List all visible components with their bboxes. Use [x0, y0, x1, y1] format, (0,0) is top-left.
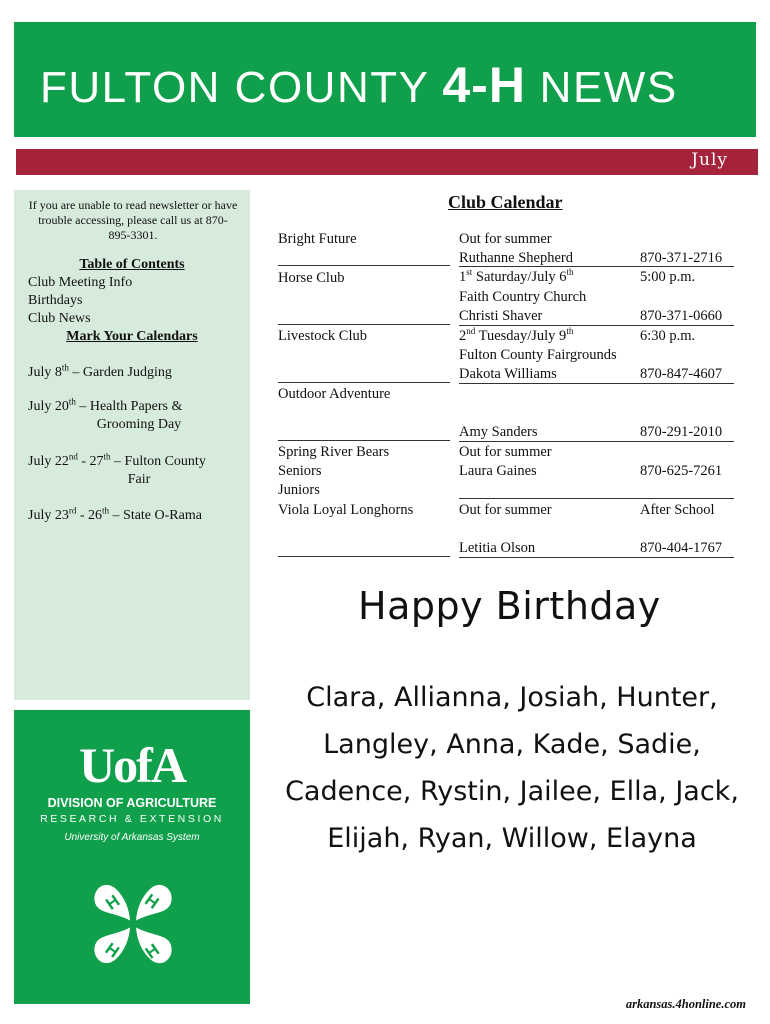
- birthday-names-line: Elijah, Ryan, Willow, Elayna: [327, 823, 697, 854]
- contact-phone: 870-625-7261: [640, 463, 723, 479]
- divider: [459, 557, 734, 558]
- meeting-date: 1st Saturday/July 6th: [459, 267, 574, 285]
- toc-item[interactable]: Club News: [28, 311, 91, 326]
- month-bar: [16, 149, 758, 175]
- divider: [459, 441, 734, 442]
- issue-month: July: [691, 150, 728, 170]
- contact-name: Ruthanne Shepherd: [459, 250, 573, 266]
- svg-text:H: H: [141, 890, 163, 913]
- masthead-banner: [14, 22, 756, 137]
- divider: [459, 383, 734, 384]
- university-system-label: University of Arkansas System: [64, 832, 200, 843]
- birthday-names: [272, 674, 752, 862]
- event-health-papers: July 20th – Health Papers & Grooming Day: [28, 396, 183, 432]
- contact-name: Letitia Olson: [459, 540, 536, 556]
- club-name: Bright Future: [278, 231, 357, 247]
- club-name: Juniors: [278, 482, 320, 498]
- svg-text:H: H: [102, 891, 124, 914]
- contact-phone: 870-371-2716: [640, 250, 723, 266]
- club-name: Outdoor Adventure: [278, 386, 391, 402]
- svg-text:H: H: [141, 940, 163, 963]
- birthday-heading: Happy Birthday: [358, 584, 661, 628]
- club-name: Seniors: [278, 463, 322, 479]
- toc-item[interactable]: Birthdays: [28, 293, 83, 308]
- research-extension-label: RESEARCH & EXTENSION: [40, 813, 224, 825]
- divider: [278, 324, 450, 325]
- four-h-clover-icon: [78, 865, 188, 985]
- meeting-time: After School: [640, 502, 715, 518]
- divider: [278, 556, 450, 557]
- contact-phone: 870-404-1767: [640, 540, 723, 556]
- meeting-place: Fulton County Fairgrounds: [459, 347, 617, 363]
- club-name: Livestock Club: [278, 328, 368, 344]
- newsletter-title: FULTON COUNTY 4-H NEWS: [40, 57, 678, 113]
- meeting-status: Out for summer: [459, 231, 552, 247]
- meeting-time: 6:30 p.m.: [640, 328, 696, 344]
- club-name: Viola Loyal Longhorns: [278, 502, 414, 518]
- meeting-time: 5:00 p.m.: [640, 269, 696, 285]
- club-name: Spring River Bears: [278, 444, 390, 460]
- birthday-names-line: Langley, Anna, Kade, Sadie,: [323, 729, 701, 760]
- divider: [278, 382, 450, 383]
- divider: [278, 440, 450, 441]
- meeting-status: Out for summer: [459, 444, 552, 460]
- event-state-o-rama: July 23rd - 26th – State O-Rama: [28, 505, 202, 523]
- divider: [459, 266, 734, 267]
- birthday-names-line: Clara, Allianna, Josiah, Hunter,: [306, 682, 718, 713]
- toc-heading: Table of Contents: [79, 257, 185, 272]
- meeting-status: Out for summer: [459, 502, 552, 518]
- accessibility-note: If you are unable to read newsletter or have trouble accessing, please call us at 870-895-3301.: [28, 198, 238, 242]
- uofa-logo: UofA: [79, 737, 185, 793]
- club-name: Horse Club: [278, 270, 345, 286]
- divider: [459, 498, 734, 499]
- meeting-place: Faith Country Church: [459, 289, 587, 305]
- club-calendar-title: Club Calendar: [448, 192, 563, 212]
- toc-item[interactable]: Club Meeting Info: [28, 275, 133, 290]
- meeting-date: 2nd Tuesday/July 9th: [459, 326, 574, 344]
- event-garden-judging: July 8th – Garden Judging: [28, 362, 172, 380]
- contact-name: Christi Shaver: [459, 308, 543, 324]
- svg-text:H: H: [101, 939, 123, 962]
- contact-phone: 870-847-4607: [640, 366, 723, 382]
- divider: [459, 325, 734, 326]
- division-label: DIVISION OF AGRICULTURE: [47, 796, 217, 810]
- contact-name: Dakota Williams: [459, 366, 557, 382]
- birthday-names-line: Cadence, Rystin, Jailee, Ella, Jack,: [285, 776, 739, 807]
- contact-phone: 870-371-0660: [640, 308, 723, 324]
- event-county-fair: July 22nd - 27th – Fulton County Fair: [28, 451, 206, 487]
- sidebar: [14, 190, 250, 700]
- contact-name: Amy Sanders: [459, 424, 538, 440]
- contact-name: Laura Gaines: [459, 463, 537, 479]
- uofa-logo-panel: [14, 710, 250, 1004]
- footer-website-link[interactable]: arkansas.4honline.com: [625, 997, 746, 1011]
- divider: [278, 265, 450, 266]
- contact-phone: 870-291-2010: [640, 424, 723, 440]
- mark-calendars-heading: Mark Your Calendars: [66, 329, 198, 344]
